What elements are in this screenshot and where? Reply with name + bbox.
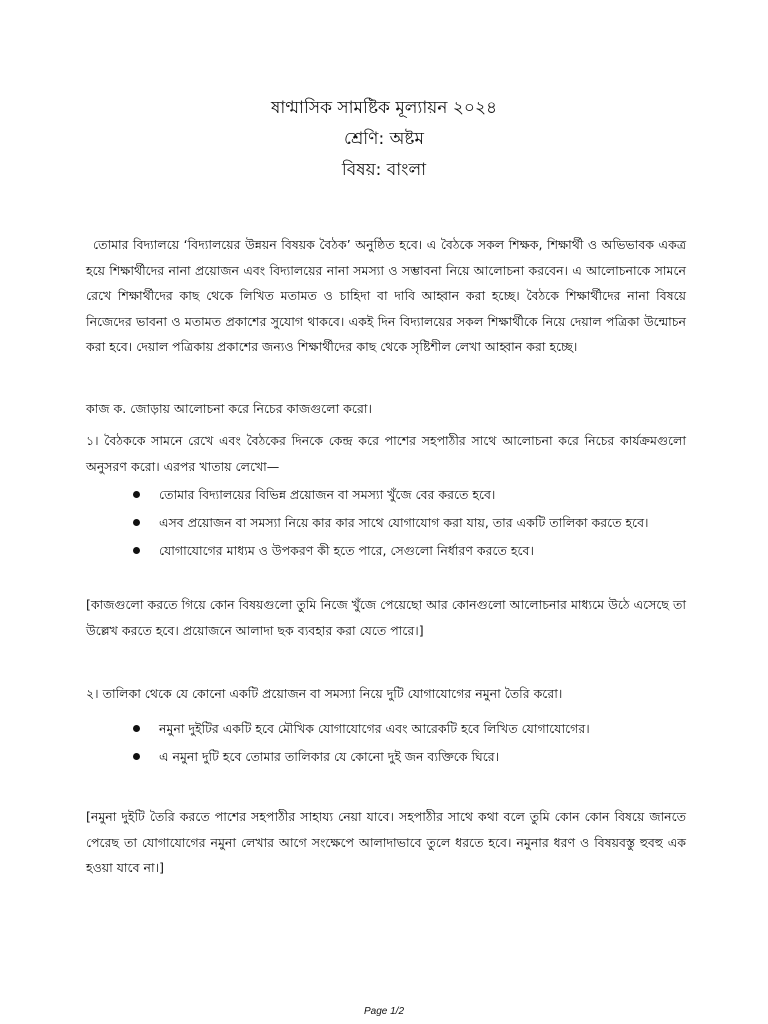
exam-title: ষাণ্মাসিক সামষ্টিক মূল্যায়ন ২০২৪ bbox=[270, 98, 498, 118]
bullet-icon bbox=[133, 725, 140, 732]
subject-line: বিষয়: বাংলা bbox=[341, 160, 427, 180]
list-item-text: নমুনা দুইটির একটি হবে মৌখিক যোগাযোগের এবং আরেকটি হবে লিখিত যোগাযোগের। bbox=[159, 721, 590, 736]
header bbox=[0, 93, 768, 186]
list-item bbox=[86, 509, 686, 537]
task-heading: কাজ ক. জোড়ায় আলোচনা করে নিচের কাজগুলো করো। bbox=[86, 401, 372, 416]
list-item bbox=[86, 537, 686, 565]
list-item bbox=[86, 715, 686, 743]
list-item-text: এসব প্রয়োজন বা সমস্যা নিয়ে কার কার সাথে যোগাযোগ করা যায়, তার একটি তালিকা করতে হবে। bbox=[159, 515, 649, 530]
bullet-icon bbox=[133, 519, 140, 526]
question-2-text: ২। তালিকা থেকে যে কোনো একটি প্রয়োজন বা সমস্যা নিয়ে দুটি যোগাযোগের নমুনা তৈরি করো। bbox=[86, 686, 563, 701]
page-number: Page 1/2 bbox=[363, 1006, 405, 1017]
question-1-bullets bbox=[86, 481, 686, 565]
intro-paragraph: তোমার বিদ্যালয়ে ‘বিদ্যালয়ের উন্নয়ন বিষয়ক বৈঠক’ অনুষ্ঠিত হবে। এ বৈঠকে সকল শিক্ষক, শিক্ষার্থী ও অভিভাবক একত্র হয়ে শিক্ষার্থীদের নানা প্রয়োজন এবং বিদ্যালয়ের নানা সমস্যা ও সম্ভাবনা নিয়ে আলোচনা করবেন। এ আলোচনাকে সামনে রেখে শিক্ষার্থীদের কাছ থেকে লিখিত মতামত ও চাহিদা বা দাবি আহ্বান করা হচ্ছে। বৈঠকে শিক্ষার্থীদের নানা বিষয়ে নিজেদের ভাবনা ও মতামত প্রকাশের সুযোগ থাকবে। একই দিন বিদ্যালয়ের সকল শিক্ষার্থীকে নিয়ে দেয়াল পত্রিকা উন্মোচন করা হবে। দেয়াল পত্রিকায় প্রকাশের জন্যও শিক্ষার্থীদের কাছ থেকে সৃষ্টিশীল লেখা আহ্বান করা হচ্ছে। bbox=[86, 237, 686, 354]
bullet-icon bbox=[133, 753, 140, 760]
list-item bbox=[86, 743, 686, 771]
question-2-bullets bbox=[86, 715, 686, 771]
list-item-text: তোমার বিদ্যালয়ের বিভিন্ন প্রয়োজন বা সমস্যা খুঁজে বের করতে হবে। bbox=[159, 487, 496, 502]
list-item-text: যোগাযোগের মাধ্যম ও উপকরণ কী হতে পারে, সেগুলো নির্ধারণ করতে হবে। bbox=[159, 543, 534, 558]
bullet-icon bbox=[133, 491, 140, 498]
question-1-text: ১। বৈঠককে সামনে রেখে এবং বৈঠকের দিনকে কেন্দ্র করে পাশের সহপাঠীর সাথে আলোচনা করে নিচের কার্যক্রমগুলো অনুসরণ করো। এরপর খাতায় লেখো— bbox=[86, 433, 686, 474]
class-line: শ্রেণি: অষ্টম bbox=[344, 129, 424, 149]
bullet-icon bbox=[133, 547, 140, 554]
question-2-note: [নমুনা দুইটি তৈরি করতে পাশের সহপাঠীর সাহায্য নেয়া যাবে। সহপাঠীর সাথে কথা বলে তুমি কোন কোন বিষয়ে জানতে পেরেছ তা যোগাযোগের নমুনা লেখার আগে সংক্ষেপে আলাদাভাবে তুলে ধরতে হবে। নমুনার ধরণ ও বিষয়বস্তু হুবহু এক হওয়া যাবে না।] bbox=[86, 809, 686, 875]
list-item-text: এ নমুনা দুটি হবে তোমার তালিকার যে কোনো দুই জন ব্যক্তিকে ঘিরে। bbox=[159, 749, 500, 764]
question-1-note: [কাজগুলো করতে গিয়ে কোন বিষয়গুলো তুমি নিজে খুঁজে পেয়েছো আর কোনগুলো আলোচনার মাধ্যমে উঠে এসেছে তা উল্লেখ করতে হবে। প্রয়োজনে আলাদা ছক ব্যবহার করা যেতে পারে।] bbox=[86, 597, 686, 638]
list-item bbox=[86, 481, 686, 509]
